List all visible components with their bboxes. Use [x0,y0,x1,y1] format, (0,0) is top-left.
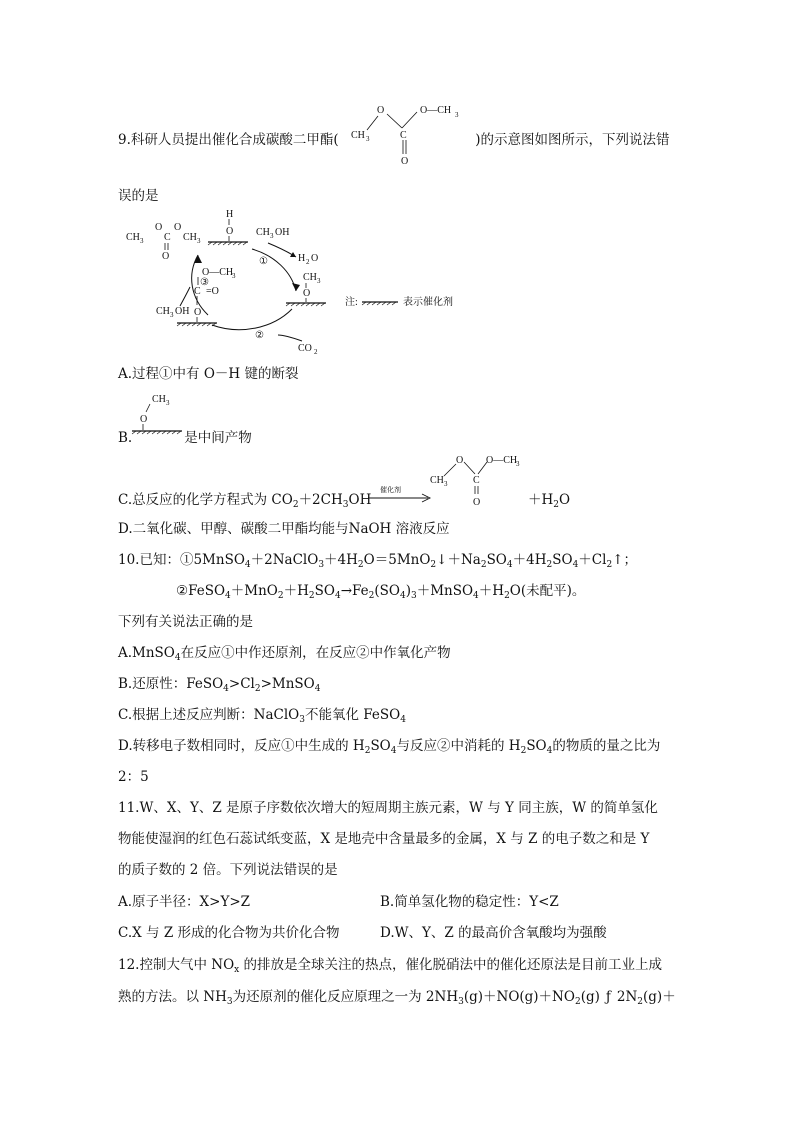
svg-text:O—CH: O—CH [420,105,452,116]
q11-option-a: A.原子半径：X>Y>Z [118,894,251,910]
q9-stem-line2: 误的是 [118,188,159,204]
svg-text:H: H [226,209,234,220]
svg-text:3: 3 [516,460,520,468]
svg-text:3: 3 [455,111,459,119]
svg-text:2: 2 [314,348,318,355]
q9-option-c: C.总反应的化学方程式为 $CO_2+2CH_3OH$ [118,492,372,510]
q10-option-d: D.转移电子数相同时，反应①中生成的 $H_2SO_4$与反应②中消耗的 $H_2SO_4$的物质的量之比为 [118,738,661,756]
q11-option-d: D.W、Y、Z 的最高价含氧酸均为强酸 [380,925,607,941]
svg-text:O: O [226,226,234,237]
q9-option-b: B. 是中间产物 [118,430,252,446]
product-dmc [126,222,201,262]
svg-text:3: 3 [170,311,174,319]
q9-stem-line1: 9.科研人员提出催化合成碳酸二甲酯( )的示意图如图所示，下列说法错 [118,132,670,148]
svg-text:3: 3 [232,272,236,280]
svg-text:②: ② [255,330,264,341]
svg-text:O: O [174,222,182,233]
svg-text:O: O [311,253,319,264]
svg-text:O—CH: O—CH [486,455,518,466]
svg-text:3: 3 [317,277,321,285]
svg-text:3: 3 [197,237,201,245]
svg-text:C: C [194,286,201,297]
svg-text:OH: OH [175,306,190,317]
svg-text:①: ① [259,256,268,267]
q9-option-a: A.过程①中有 O－H 键的断裂 [118,366,299,382]
svg-text:CO: CO [298,343,312,354]
svg-text:O: O [377,105,385,116]
svg-text:2: 2 [306,258,310,266]
svg-text:注:: 注: [345,297,358,308]
svg-text:表示催化剂: 表示催化剂 [403,297,453,308]
q10-option-d-line2: 2：5 [118,769,149,785]
svg-text:O: O [140,414,148,425]
svg-text:O: O [303,288,311,299]
svg-text:CH: CH [256,227,270,238]
svg-text:C: C [400,130,407,141]
catalytic-cycle-diagram [120,205,480,355]
svg-text:CH: CH [183,232,197,243]
svg-text:O: O [401,156,409,167]
svg-text:O: O [473,497,481,508]
svg-text:O: O [155,222,163,233]
dimethyl-carbonate-structure [345,100,475,170]
svg-text:3: 3 [444,480,448,488]
q12-line1: 12.控制大气中 $NO_x$ 的排放是全球关注的热点，催化脱硝法中的催化还原法是目前工业上成 [118,957,663,975]
svg-text:CH: CH [303,272,317,283]
svg-text:CH: CH [152,394,166,405]
svg-text:CH: CH [126,232,140,243]
svg-text:OH: OH [275,227,290,238]
svg-text:CH: CH [156,306,170,317]
svg-text:催化剂: 催化剂 [380,486,401,494]
svg-text:H: H [298,253,306,264]
q12-line2: 熟的方法。以 $NH_3$为还原剂的催化反应原理之一为 $2NH_3(g)+NO(g)+NO_2(g)$ ƒ $2N_2(g)+$ [118,989,676,1007]
svg-text:C: C [473,475,480,486]
svg-text:C: C [164,232,171,243]
q11-option-c: C.X 与 Z 形成的化合物为共价化合物 [118,925,340,941]
q9-option-c-arrow [366,482,436,504]
svg-text:O: O [194,307,202,318]
svg-text:3: 3 [166,399,170,407]
q11-line1: 11.W、X、Y、Z 是原子序数依次增大的短周期主族元素，W 与 Y 同主族，W 的简单氢化 [118,800,658,816]
catalyst-oh [208,209,248,245]
q11-option-b: B.简单氢化物的稳定性：Y<Z [380,894,559,910]
svg-text:O: O [456,455,464,466]
q10-option-b: B.还原性：$FeSO_4>Cl_2>MnSO_4$ [118,676,321,694]
q11-line3: 的质子数的 2 倍。下列说法错误的是 [118,862,338,878]
svg-text:3: 3 [140,237,144,245]
q10-given-2: $②FeSO_4+MnO_2+H_2SO_4\to Fe_2(SO_4)_3+MnSO_4+H_2O$(未配平)。 [176,583,586,601]
svg-text:O: O [162,251,170,262]
svg-text:O—CH: O—CH [202,267,234,278]
q10-option-c: C.根据上述反应判断：NaClO$_3$不能氧化 FeSO$_4$ [118,707,406,725]
q10-option-a: A.MnSO$_4$在反应①中作还原剂，在反应②中作氧化产物 [118,645,451,663]
catalyst-och3 [286,272,326,306]
q10-given-1: 10.已知：$①5MnSO_4+2NaClO_3+4H_2O=5MnO_2↓+Na_2SO_4+4H_2SO_4+Cl_2↑$； [118,552,637,570]
svg-text:③: ③ [200,277,209,288]
svg-text:=O: =O [206,286,219,297]
q11-line2: 物能使湿润的红色石蕊试纸变蓝，X 是地壳中含量最多的金属，X 与 Z 的电子数之和是 Y [118,831,650,847]
q9-option-c-water: $+H_2O$ [528,492,571,510]
svg-text:CH: CH [351,130,365,141]
q9-option-d: D.二氧化碳、甲醇、碳酸二甲酯均能与NaOH 溶液反应 [118,521,450,537]
catalyst-carbonate [177,267,236,326]
q10-ask: 下列有关说法正确的是 [118,614,253,630]
svg-text:3: 3 [366,135,370,143]
svg-text:3: 3 [270,232,274,240]
svg-text:CH: CH [430,475,444,486]
q9-option-c-product-structure [428,450,533,510]
